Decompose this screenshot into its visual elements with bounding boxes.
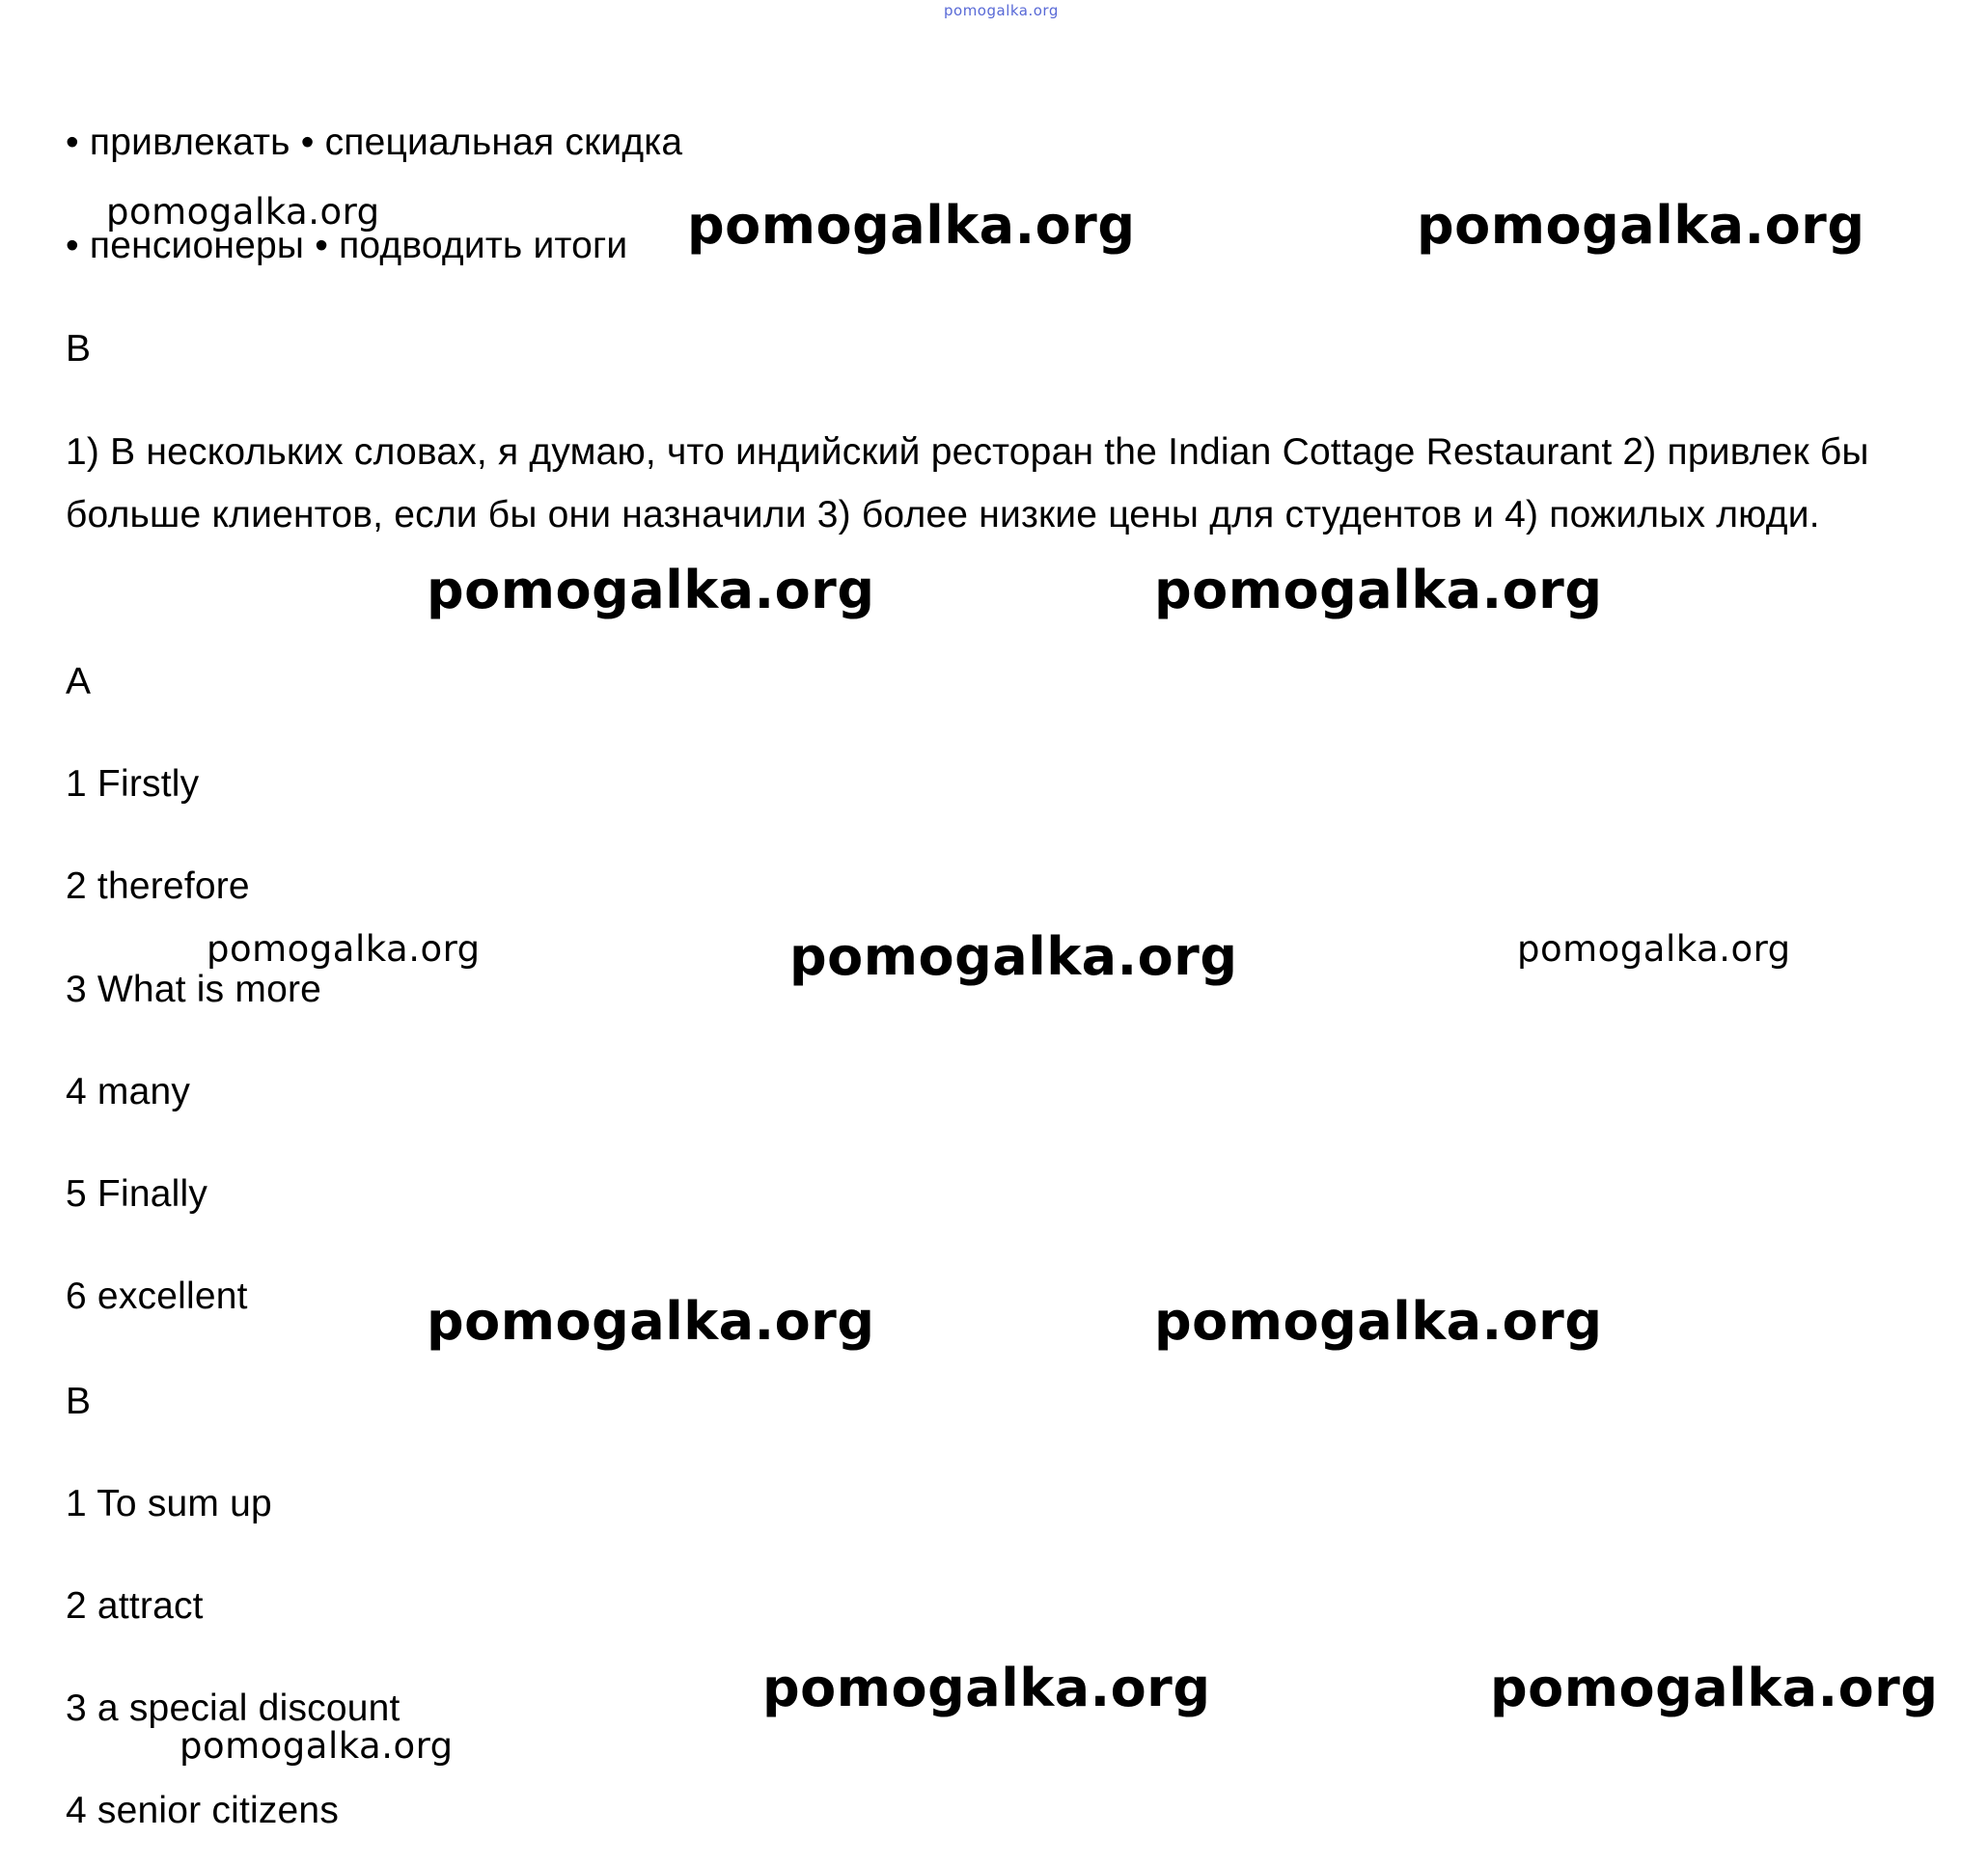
section-heading-b-second: B xyxy=(66,1381,92,1422)
watermark: pomogalka.org xyxy=(427,1291,875,1352)
list-item-a2: 2 therefore xyxy=(66,865,250,907)
section-heading-a: A xyxy=(66,661,92,702)
list-item-b4: 4 senior citizens xyxy=(66,1790,340,1831)
watermark: pomogalka.org xyxy=(1417,195,1865,256)
watermark: pomogalka.org xyxy=(1490,1658,1939,1718)
watermark: pomogalka.org xyxy=(427,560,875,620)
list-item-a5: 5 Finally xyxy=(66,1173,208,1215)
header-watermark: pomogalka.org xyxy=(944,2,1059,19)
list-item-b3: 3 a special discount xyxy=(66,1688,400,1729)
watermark: pomogalka.org xyxy=(179,1725,454,1767)
list-item-a1: 1 Firstly xyxy=(66,763,200,805)
watermark: pomogalka.org xyxy=(207,928,481,970)
list-item-b2: 2 attract xyxy=(66,1585,204,1627)
vocab-line-1: • привлекать • специальная скидка xyxy=(66,122,683,163)
answer-paragraph: 1) В нескольких словах, я думаю, что индийский ресторан the Indian Cottage Restaurant 2) привлек бы больше клиентов, если бы они назначили 3) более низкие цены для студентов и 4) пожилых люди. xyxy=(66,431,1869,535)
list-item-b1: 1 To sum up xyxy=(66,1483,272,1524)
watermark: pomogalka.org xyxy=(1154,1291,1603,1352)
watermark: pomogalka.org xyxy=(1517,928,1791,970)
watermark: pomogalka.org xyxy=(1154,560,1603,620)
vocab-line-2: • пенсионеры • подводить итоги xyxy=(66,225,628,266)
list-item-a4: 4 many xyxy=(66,1071,191,1112)
list-item-a6: 6 excellent xyxy=(66,1276,248,1317)
watermark: pomogalka.org xyxy=(789,926,1238,987)
list-item-a3: 3 What is more xyxy=(66,969,322,1010)
watermark: pomogalka.org xyxy=(762,1658,1211,1718)
section-heading-b: B xyxy=(66,328,92,370)
watermark: pomogalka.org xyxy=(687,195,1136,256)
watermark: pomogalka.org xyxy=(106,191,380,233)
